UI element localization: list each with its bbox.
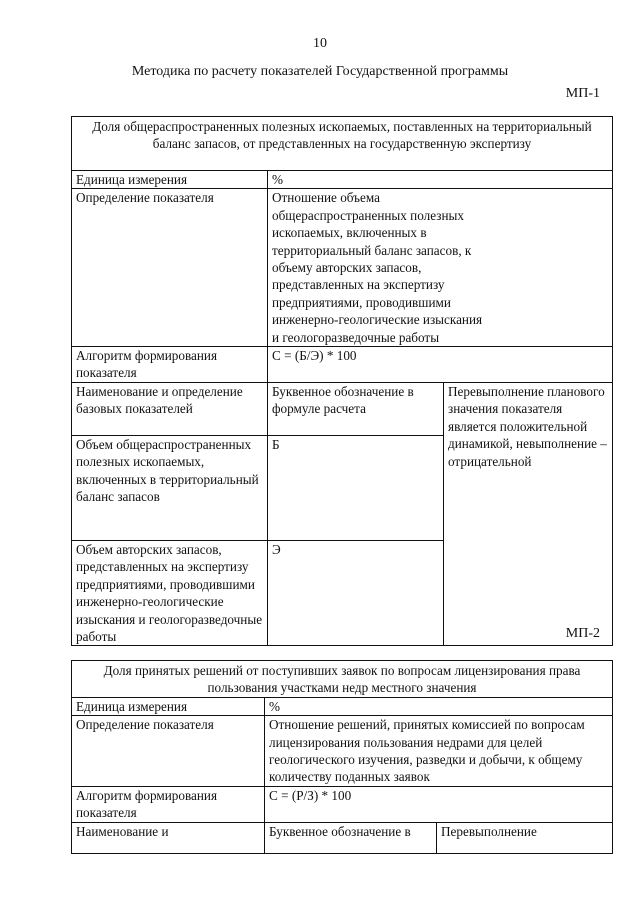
dynamics-note: Перевыполнение планового значения показателя является положительной динамикой, невыполнение – отрицательной <box>444 382 613 645</box>
definition-value: Отношение объема общераспространенных полезных ископаемых, включенных в территориальный баланс запасов, к объему авторских запасов, представленных на экспертизу предприятиями, проводившими инженерно-геологические изыскания и геологоразведочные работы <box>268 189 613 347</box>
page-number: 10 <box>313 36 327 51</box>
base-indicator-name: Объем общераспространенных полезных ископаемых, включенных в территориальный баланс запасов <box>72 435 268 540</box>
base-indicators-label: Наименование и <box>72 822 265 853</box>
definition-value: Отношение решений, принятых комиссией по вопросам лицензирования пользования недрами для целей геологического изучения, разведки и добычи, к общему количеству поданных заявок <box>265 716 613 787</box>
base-indicator-letter: Б <box>268 435 444 540</box>
base-indicators-label: Наименование и определение базовых показателей <box>72 382 268 435</box>
unit-label: Единица измерения <box>72 697 265 715</box>
dynamics-note: Перевыполнение <box>437 822 613 853</box>
algorithm-value: С = (Р/З) * 100 <box>265 786 613 822</box>
algorithm-label: Алгоритм формирования показателя <box>72 347 268 383</box>
letter-designation-label: Буквенное обозначение в формуле расчета <box>268 382 444 435</box>
base-indicator-letter: Э <box>268 540 444 645</box>
indicator-code-mp1: МП-1 <box>565 86 600 101</box>
base-indicator-name: Объем авторских запасов, представленных на экспертизу предприятиями, проводившими инженерно-геологические изыскания и геологоразведочные работы <box>72 540 268 645</box>
definition-label: Определение показателя <box>72 189 268 347</box>
indicator-title-mp2: Доля принятых решений от поступивших заявок по вопросам лицензирования права пользования участками недр местного значения <box>72 661 613 698</box>
document-title: Методика по расчету показателей Государственной программы <box>131 64 509 79</box>
indicator-table-mp1 <box>71 116 613 646</box>
indicator-code-mp2: МП-2 <box>565 626 600 641</box>
indicator-title-mp1: Доля общераспространенных полезных ископаемых, поставленных на территориальный баланс запасов, от представленных на государственную экспертизу <box>72 117 613 171</box>
definition-label: Определение показателя <box>72 716 265 787</box>
indicator-table-mp2 <box>71 660 613 854</box>
letter-designation-label: Буквенное обозначение в <box>265 822 437 853</box>
unit-label: Единица измерения <box>72 171 268 189</box>
algorithm-value: С = (Б/Э) * 100 <box>268 347 613 383</box>
unit-value: % <box>268 171 613 189</box>
algorithm-label: Алгоритм формирования показателя <box>72 786 265 822</box>
unit-value: % <box>265 697 613 715</box>
